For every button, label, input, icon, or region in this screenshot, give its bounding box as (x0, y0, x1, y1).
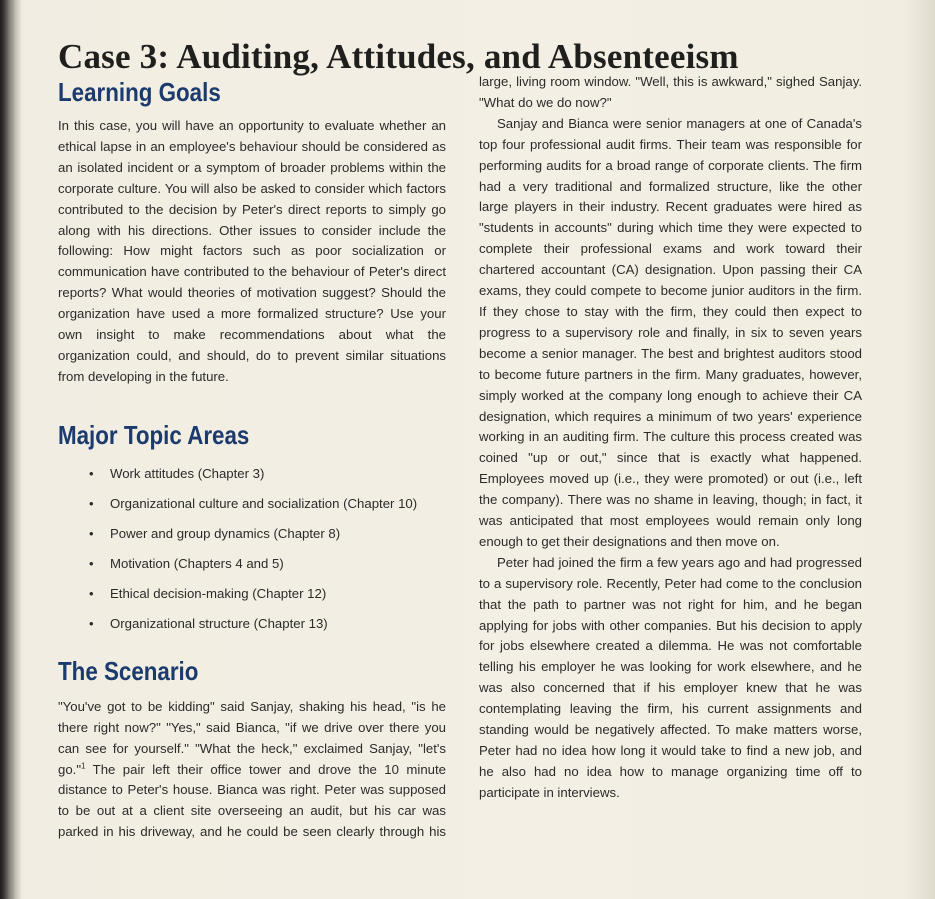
scenario-paragraph-3: Peter had joined the firm a few years ago and had progressed to a supervisory role. Recently, Peter had come to the conclusion that the path to partner was not right for him, and he began applying for jobs with other companies. But his decision to apply for jobs elsewhere created a dilemma. He was not comfortable telling his employer he was looking for work elsewhere, and he was also concerned that if his employer knew that he was contemplating leaving the firm, his current assignments and standing would be negatively affected. To make matters worse, Peter had no idea how long it would take to find a new job, and he also had no idea how to manage organizing time off to participate in interviews. (479, 554, 862, 800)
page-edge-shade (905, 0, 935, 899)
bullet-icon: • (89, 615, 94, 631)
list-item (58, 553, 446, 574)
left-column (58, 76, 446, 843)
scenario-paragraph-2: Sanjay and Bianca were senior managers at one of Canada's top four professional audit firms. Their team was responsible for performing audits for a broad range of corporate clients. The firm had a very traditional and formalized structure, like the other large players in their industry. Recent graduates were hired as "students in accounts" during which time they were expected to complete their professional exams and work toward their chartered accountant (CA) designation. Upon passing their CA exams, they could compete to become junior auditors in the firm. If they chose to stay with the firm, they could then expect to progress to a supervisory role and finally, in six to seven years become a senior manager. The best and brightest auditors stood to become future partners in the firm. Many graduates, however, simply worked at the company long enough to achieve their CA designation, which requires a minimum of two years' experience working in an auditing firm. The culture this process created was coined "up or out," since that is exactly what happened. Employees moved up (i.e., they were promoted) or out (i.e., left the company). There was no shame in leaving, though; in fact, it was anticipated that most employees would remain only long enough to get their designations and then move on. (479, 115, 862, 549)
binding-shadow (0, 0, 22, 899)
list-item (58, 583, 446, 604)
list-item (58, 493, 446, 514)
topic-text: Organizational culture and socialization (Chapter 10) (110, 495, 418, 511)
learning-goals-heading: Learning Goals (58, 77, 221, 107)
scenario-paragraph-1-continued: large, living room window. "Well, this is awkward," sighed Sanjay. "What do we do now?" (479, 74, 862, 110)
learning-goals-text: In this case, you will have an opportunity to evaluate whether an ethical lapse in an employee's behaviour should be considered as an isolated incident or a symptom of broader problems within the corporate culture. You will also be asked to consider which factors contributed to the decision by Peter's direct reports to simply go along with his directions. Other issues to consider include the following: How might factors such as poor socialization or communication have contributed to the behaviour of Peter's direct reports? What would theories of motivation suggest? Should the organization have used a more formalized structure? Use your own insight to make recommendations about what the organization could, and should, do to prevent similar situations from developing in the future. (58, 118, 446, 384)
case-title: Case 3: Auditing, Attitudes, and Absenteeism (58, 37, 739, 77)
bullet-icon: • (89, 495, 94, 511)
bullet-icon: • (89, 585, 94, 601)
bullet-icon: • (89, 525, 94, 541)
topic-text: Work attitudes (Chapter 3) (110, 465, 265, 481)
topic-list (58, 463, 446, 634)
footnote-marker: 1 (81, 761, 86, 771)
scenario-paragraph-1 (58, 697, 446, 843)
major-topics-heading: Major Topic Areas (58, 419, 250, 450)
topic-text: Ethical decision-making (Chapter 12) (110, 585, 327, 601)
bullet-icon: • (89, 555, 94, 571)
scenario-heading: The Scenario (58, 655, 199, 686)
topic-text: Organizational structure (Chapter 13) (110, 615, 328, 631)
topic-text: Motivation (Chapters 4 and 5) (110, 555, 284, 571)
list-item (58, 523, 446, 544)
bullet-icon: • (89, 465, 94, 481)
list-item (58, 463, 446, 484)
scenario-text-part: The pair left their office tower and drove the 10 minute distance to Peter's house. Bianca was right. Peter was supposed to be out at a client site overseeing an audit, but his car was parked in his driveway, and he could be seen clearly through his (58, 761, 446, 840)
scenario-text-part: "You've got to be kidding" said Sanjay, shaking his head, "is he there right now?" "Yes," said Bianca, "if we drive over there you can see for yourself." "What the heck," exclaimed Sanjay, "let's go." (58, 698, 446, 777)
list-item (58, 613, 446, 634)
topic-text: Power and group dynamics (Chapter 8) (110, 525, 341, 541)
right-column (479, 72, 862, 804)
